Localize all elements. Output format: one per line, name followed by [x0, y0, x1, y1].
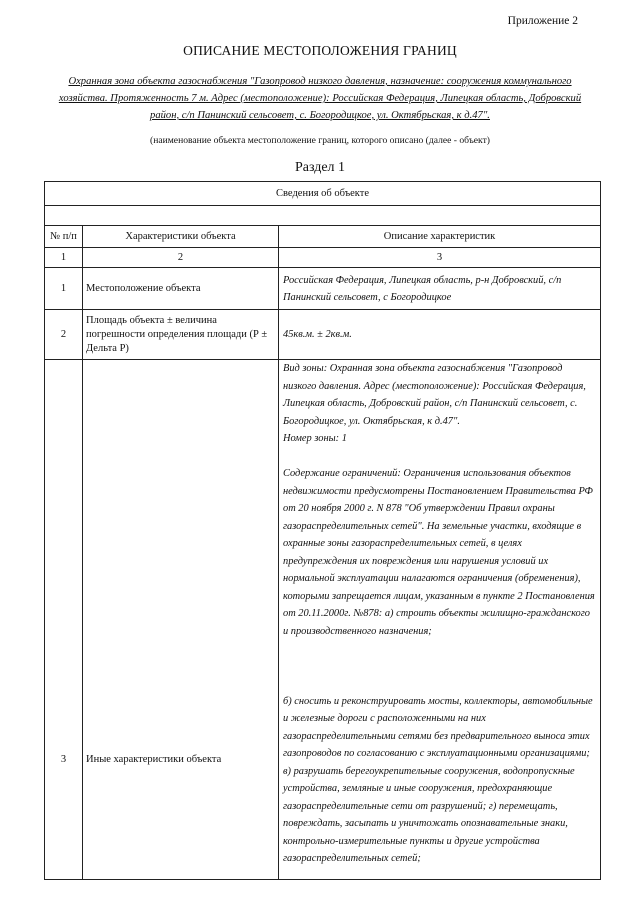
row-description: Российская Федерация, Липецкая область, р-н Добровский, с/п Панинский сельсовет, с Богородицкое — [279, 268, 601, 310]
section-title: Раздел 1 — [294, 160, 346, 175]
table-row — [45, 268, 601, 310]
column-number-1: 1 — [45, 248, 83, 268]
column-header-characteristic: Характеристики объекта — [83, 226, 279, 248]
appendix-label: Приложение 2 — [507, 15, 578, 27]
table-row — [45, 310, 601, 360]
document-title: ОПИСАНИЕ МЕСТОПОЛОЖЕНИЯ ГРАНИЦ — [183, 43, 457, 58]
row-characteristic: Иные характеристики объекта — [83, 360, 279, 880]
object-name: Охранная зона объекта газоснабжения "Газопровод низкого давления, назначение: сооружения коммунального хозяйства. Протяженность 7 м. Адрес (местоположение): Российская Федерация, Липецкая область, Добровский район, с/п Панинский сельсовет, с. Богородицкое, ул. Октябрьская, к д.47". — [58, 76, 582, 121]
table-empty-row — [45, 206, 601, 226]
row-number: 3 — [45, 360, 83, 880]
object-info-table — [44, 181, 601, 880]
row-number: 1 — [45, 268, 83, 310]
row-characteristic: Площадь объекта ± величина погрешности определения площади (Р ± Дельта Р) — [83, 310, 279, 360]
row-description: 45кв.м. ± 2кв.м. — [279, 310, 601, 360]
column-header-number: № п/п — [45, 226, 83, 248]
object-name-caption: (наименование объекта местоположение границ, которого описано (далее - объект) — [150, 135, 490, 146]
row-description: Вид зоны: Охранная зона объекта газоснабжения "Газопровод низкого давления. Адрес (местоположение): Российская Федерация, Липецкая область, Добровский район, с/п Панинский сельсовет, с. Богородицкое, ул. Октябрьская, к д.47". Номер зоны: 1 Содержание ограничений: Ограничения использования объектов недвижимости предусмотрены Постановлением Правительства РФ от 20 ноября 2000 г. N 878 "Об утверждении Правил охраны газораспределительных сетей". На земельные участки, входящие в охранные зоны газораспределительных сетей, в целях предупреждения их повреждения или нарушения условий их нормальной эксплуатации налагаются ограничения (обременения), которыми запрещается лицам, указанным в пункте 2 Постановления от 20.11.2000г. №878: а) строить объекты жилищно-гражданского и производственного назначения; б) сносить и реконструировать мосты, коллекторы, автомобильные и железные дороги с расположенными на них газораспределительными сетями без предварительного выноса этих газопроводов по согласованию с эксплуатационными организациями; в) разрушать берегоукрепительные сооружения, водопропускные устройства, земляные и иные сооружения, предохраняющие газораспределительные сети от разрушений; г) перемещать, повреждать, засыпать и уничтожать опознавательные знаки, контрольно-измерительные пункты и другие устройства газораспределительных сетей; — [279, 360, 601, 880]
row-characteristic: Местоположение объекта — [83, 268, 279, 310]
column-number-2: 2 — [83, 248, 279, 268]
column-number-3: 3 — [279, 248, 601, 268]
row-number: 2 — [45, 310, 83, 360]
table-heading: Сведения об объекте — [45, 182, 601, 206]
table-row — [45, 360, 601, 880]
column-header-description: Описание характеристик — [279, 226, 601, 248]
